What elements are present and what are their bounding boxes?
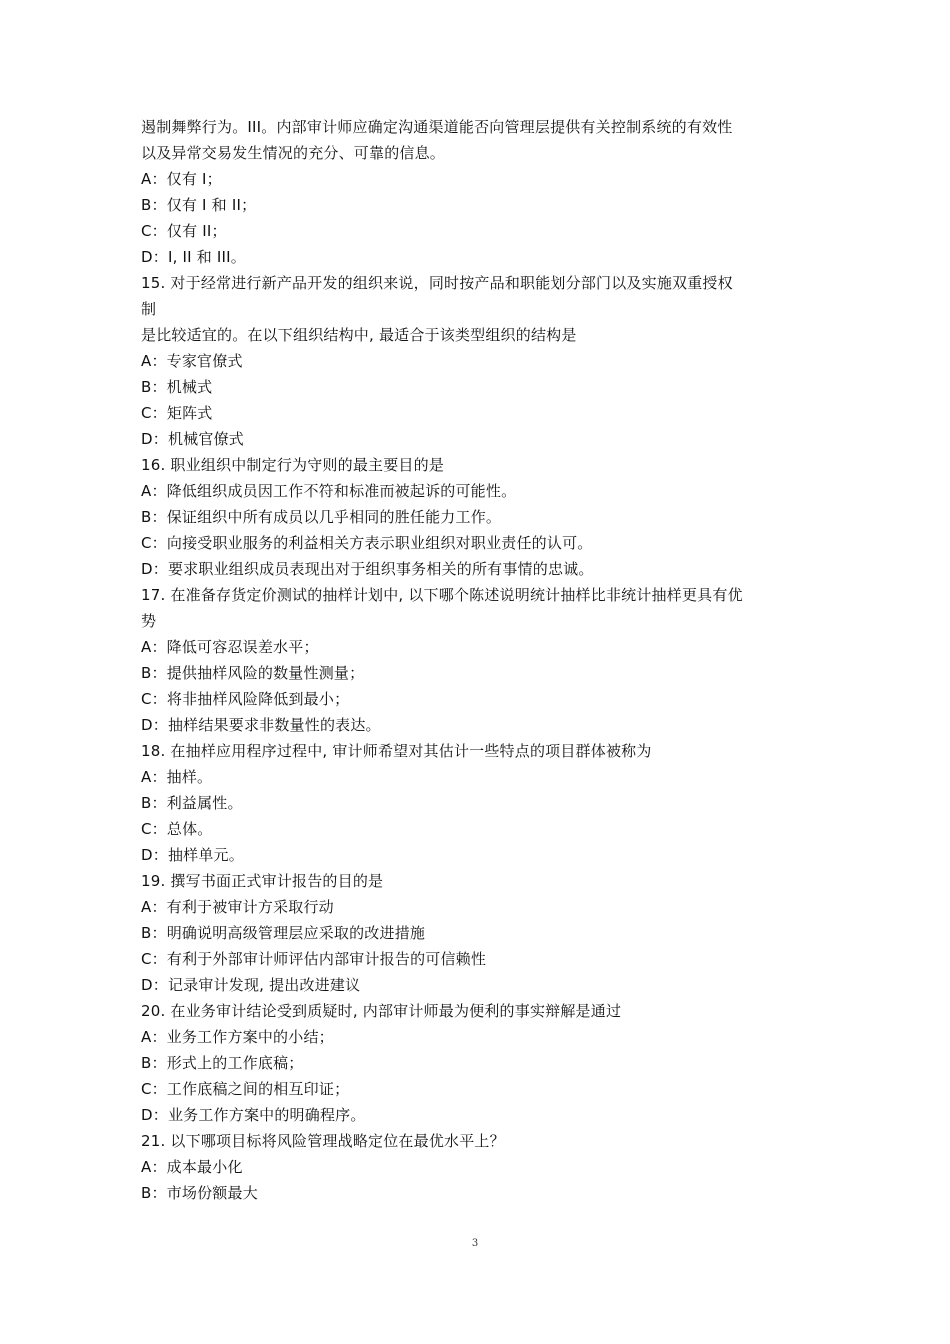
question-18: 18. 在抽样应用程序过程中, 审计师希望对其估计一些特点的项目群体被称为 (141, 742, 652, 760)
option-c: C：总体。 (141, 820, 213, 838)
question-17-wrap: 势 (141, 612, 157, 630)
option-d: D：业务工作方案中的明确程序。 (141, 1106, 366, 1124)
option-b: B：提供抽样风险的数量性测量； (141, 664, 365, 682)
option-d: D：抽样结果要求非数量性的表达。 (141, 716, 381, 734)
option-d: D：记录审计发现, 提出改进建议 (141, 976, 361, 994)
option-d: D：机械官僚式 (141, 430, 244, 448)
option-b: B：市场份额最大 (141, 1184, 258, 1202)
option-c: C：工作底稿之间的相互印证； (141, 1080, 350, 1098)
option-b: B：仅有 I 和 II； (141, 196, 257, 214)
option-b: B：明确说明高级管理层应采取的改进措施 (141, 924, 426, 942)
option-a: A：降低组织成员因工作不符和标准而被起诉的可能性。 (141, 482, 517, 500)
option-a: A：降低可容忍误差水平； (141, 638, 319, 656)
option-a: A：有利于被审计方采取行动 (141, 898, 334, 916)
option-b: B：机械式 (141, 378, 213, 396)
option-a: A：仅有 I； (141, 170, 222, 188)
page-number: 3 (471, 1238, 479, 1249)
question-15: 15. 对于经常进行新产品开发的组织来说，同时按产品和职能划分部门以及实施双重授权 (141, 274, 733, 292)
question-21: 21. 以下哪项目标将风险管理战略定位在最优水平上？ (141, 1132, 505, 1150)
option-d: D：I, II 和 III。 (141, 248, 246, 266)
option-a: A：专家官僚式 (141, 352, 243, 370)
question-15-wrap: 制 (141, 300, 157, 318)
option-a: A：成本最小化 (141, 1158, 243, 1176)
question-14-text-continued: 遏制舞弊行为。III。内部审计师应确定沟通渠道能否向管理层提供有关控制系统的有效性 (141, 118, 733, 136)
question-17: 17. 在准备存货定价测试的抽样计划中, 以下哪个陈述说明统计抽样比非统计抽样更具有优 (141, 586, 743, 604)
question-14-text-end: 以及异常交易发生情况的充分、可靠的信息。 (141, 144, 446, 162)
option-b: B：利益属性。 (141, 794, 243, 812)
option-c: C：仅有 II； (141, 222, 227, 240)
option-c: C：向接受职业服务的利益相关方表示职业组织对职业责任的认可。 (141, 534, 593, 552)
question-19: 19. 撰写书面正式审计报告的目的是 (141, 872, 384, 890)
option-b: B：形式上的工作底稿； (141, 1054, 304, 1072)
option-c: C：将非抽样风险降低到最小； (141, 690, 350, 708)
question-15-continued: 是比较适宜的。在以下组织结构中, 最适合于该类型组织的结构是 (141, 326, 577, 344)
option-c: C：矩阵式 (141, 404, 213, 422)
question-20: 20. 在业务审计结论受到质疑时, 内部审计师最为便利的事实辩解是通过 (141, 1002, 622, 1020)
question-16: 16. 职业组织中制定行为守则的最主要目的是 (141, 456, 445, 474)
option-b: B：保证组织中所有成员以几乎相同的胜任能力工作。 (141, 508, 502, 526)
option-d: D：要求职业组织成员表现出对于组织事务相关的所有事情的忠诚。 (141, 560, 594, 578)
option-d: D：抽样单元。 (141, 846, 244, 864)
document-body (141, 114, 821, 1206)
option-a: A：抽样。 (141, 768, 213, 786)
option-a: A：业务工作方案中的小结； (141, 1028, 334, 1046)
option-c: C：有利于外部审计师评估内部审计报告的可信赖性 (141, 950, 487, 968)
